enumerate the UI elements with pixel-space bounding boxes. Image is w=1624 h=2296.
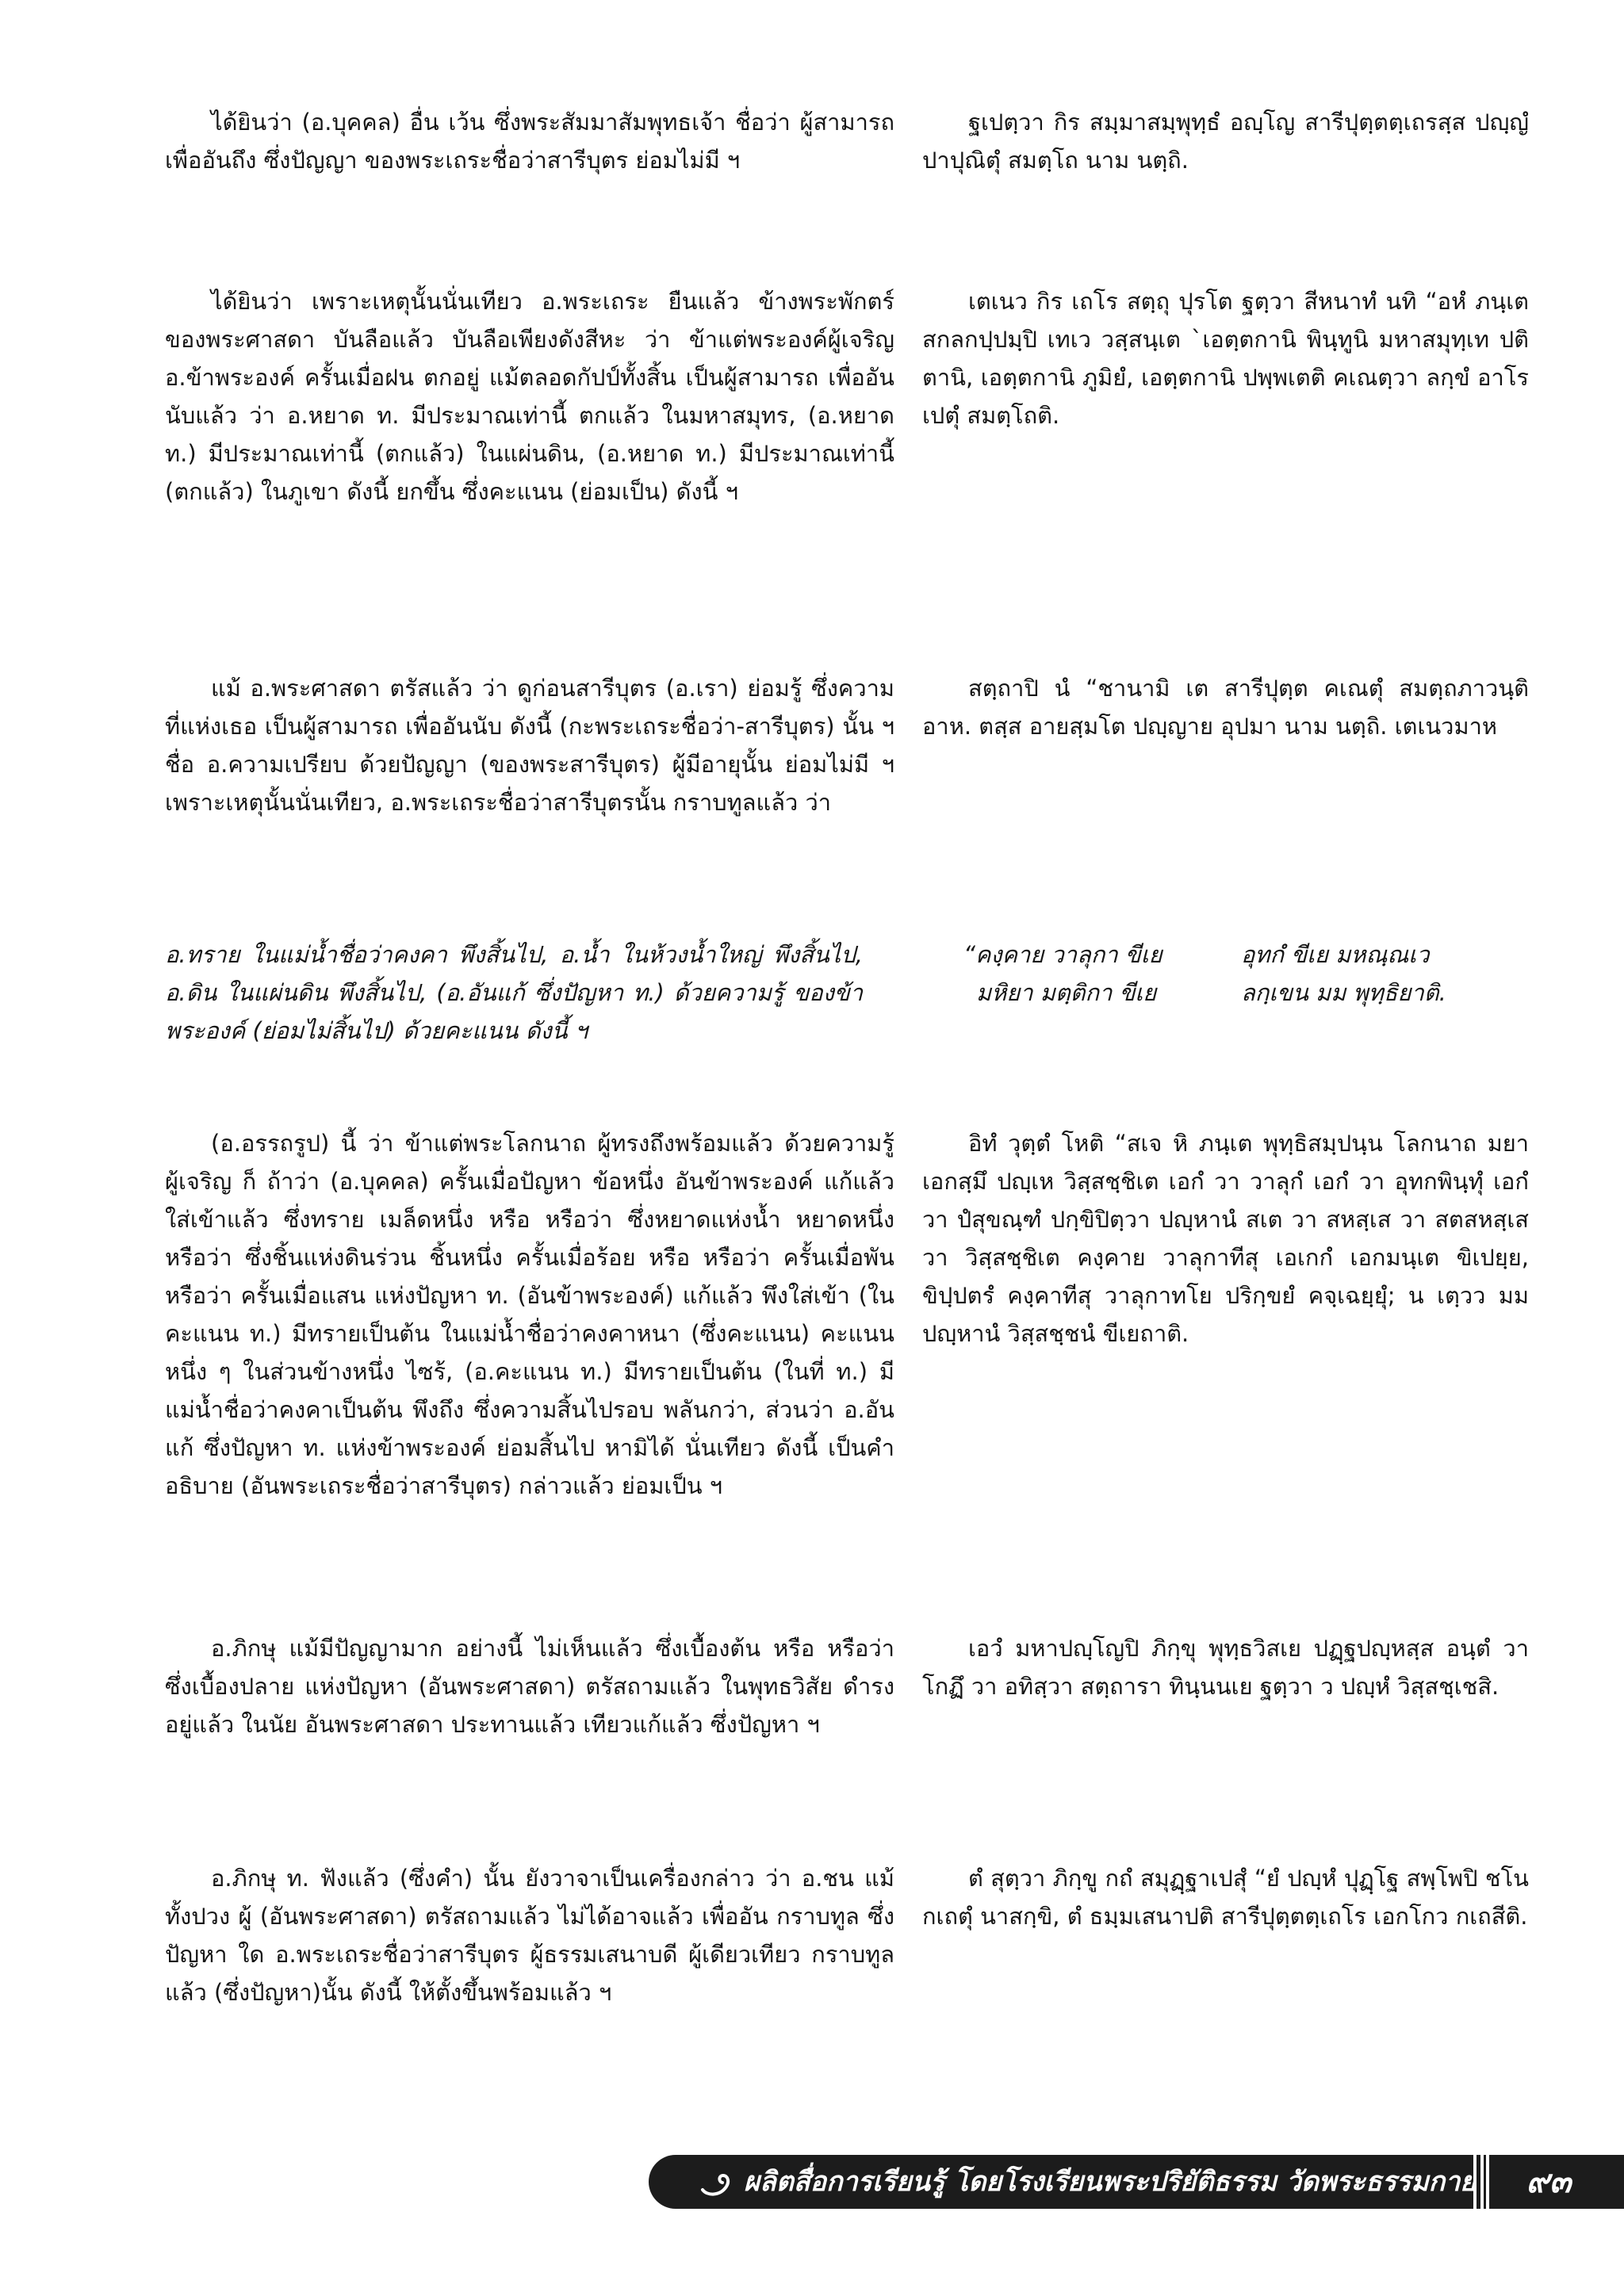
pali-text-7: ตํ สุตฺวา ภิกฺขู กถํ สมุฏฺฐาเปสุํ “ยํ ปญฺหํ ปุฏฺโฐ สพฺโพปิ ชโน กเถตุํ นาสกฺขิ, ตํ ธมฺมเสนาปติ สารีปุตฺตตฺเถโร เอกโกว กเถสีติ. xyxy=(922,1865,1529,1930)
thai-translation-5: (อ.อรรถรูป) นี้ ว่า ข้าแต่พระโลกนาถ ผู้ทรงถึงพร้อมแล้ว ด้วยความรู้ ผู้เจริญ ก็ ถ้าว่า (อ.บุคคล) ครั้นเมื่อปัญหา ข้อหนึ่ง อันข้าพระองค์ แก้แล้ว ใส่เข้าแล้ว ซึ่งทราย เมล็ดหนึ่ง หรือ หรือว่า ซึ่งหยาดแห่งน้ำ หยาดหนึ่ง หรือว่า ซึ่งชิ้นแห่งดินร่วน ชิ้นหนึ่ง ครั้นเมื่อร้อย หรือ หรือว่า ครั้นเมื่อพัน หรือว่า ครั้นเมื่อแสน แห่งปัญหา ท. (อันข้าพระองค์) แก้แล้ว พึงใส่เข้า (ในคะแนน ท.) มีทรายเป็นต้น ในแม่น้ำชื่อว่าคงคาหนา (ซึ่งคะแนน) คะแนนหนึ่ง ๆ ในส่วนข้างหนึ่ง ไซร้, (อ.คะแนน ท.) มีทรายเป็นต้น (ในที่ ท.) มีแม่น้ำชื่อว่าคงคาเป็นต้น พึงถึง ซึ่งความสิ้นไปรอบ พลันกว่า, ส่วนว่า อ.อันแก้ ซึ่งปัญหา ท. แห่งข้าพระองค์ ย่อมสิ้นไป หามิได้ นั่นเทียว ดังนี้ เป็นคำอธิบาย (อันพระเถระชื่อว่าสารีบุตร) กล่าวแล้ว ย่อมเป็น ฯ xyxy=(165,1130,894,1499)
pali-text-3: สตฺถาปิ นํ “ชานามิ เต สารีปุตฺต คเณตุํ สมตฺถภาวนฺติ อาห. ตสฺส อายสฺมโต ปญฺญาย อุปมา นาม นตฺถิ. เตเนวมาห xyxy=(922,675,1529,740)
page-number: ๙๓ xyxy=(1526,2163,1572,2200)
thai-translation-7: อ.ภิกษุ ท. ฟังแล้ว (ซึ่งคำ) นั้น ยังวาจาเป็นเครื่องกล่าว ว่า อ.ชน แม้ทั้งปวง ผู้ (อันพระศาสดา) ตรัสถามแล้ว ไม่ได้อาจแล้ว เพื่ออัน กราบทูล ซึ่งปัญหา ใด อ.พระเถระชื่อว่าสารีบุตร ผู้ธรรมเสนาบดี ผู้เดียวเทียว กราบทูลแล้ว (ซึ่งปัญหา)นั้น ดังนี้ ให้ตั้งขึ้นพร้อมแล้ว ฯ xyxy=(165,1865,894,2006)
pali-text-1: ฐเปตฺวา กิร สมฺมาสมฺพุทฺธํ อญฺโญ สารีปุตฺตตฺเถรสฺส ปญฺญํ ปาปุณิตุํ สมตฺโถ นาม นตฺถิ. xyxy=(922,109,1529,174)
page-number-box xyxy=(1489,2155,1624,2209)
pali-verse-line-1a: “คงฺคาย วาลุกา ขีเย xyxy=(963,941,1162,968)
pali-text-5: อิทํ วุตฺตํ โหติ “สเจ หิ ภนฺเต พุทฺธิสมฺปนฺน โลกนาถ มยา เอกสฺมึ ปญฺเห วิสฺสชฺชิเต เอกํ วา วาลุกํ เอกํ วา อุทกพินฺทุํ เอกํ วา ปํสุขณฺฑํ ปกฺขิปิตฺวา ปญฺหานํ สเต วา สหสฺเส วา สตสหสฺเส วา วิสฺสชฺชิเต คงฺคาย วาลุกาทีสุ เอเกกํ เอกมนฺเต ขิเปยฺย, ขิปฺปตรํ คงฺคาทีสุ วาลุกาทโย ปริกฺขยํ คจฺเฉยฺยุํ; น เตฺวว มม ปญฺหานํ วิสฺสชฺชนํ ขีเยถาติ. xyxy=(922,1130,1529,1347)
pali-verse-line-2a: มหิยา มตฺติกา ขีเย xyxy=(976,979,1157,1006)
footer-separator xyxy=(1477,2155,1480,2209)
pali-verse xyxy=(963,936,1550,1015)
pali-verse-line-2b: ลกฺเขน มม พุทฺธิยาติ. xyxy=(1241,979,1446,1006)
pali-verse-line-1b: อุทกํ ขีเย มหณฺณเว xyxy=(1241,941,1430,968)
pali-text-2: เตเนว กิร เถโร สตฺถุ ปุรโต ฐตฺวา สีหนาทํ นทิ “อหํ ภนฺเต สกลกปฺปมฺปิ เทเว วสฺสนฺเต `เอตฺตกานิ พินฺทูนิ มหาสมุทฺเท ปติตานิ, เอตฺตกานิ ภูมิยํ, เอตฺตกานิ ปพฺพเตติ คเณตฺวา ลกฺขํ อาโรเปตุํ สมตฺโถติ. xyxy=(922,288,1529,429)
page-footer xyxy=(617,2155,1624,2209)
footer-publisher-text: ผลิตสื่อการเรียนรู้ โดยโรงเรียนพระปริยัติธรรม วัดพระธรรมกาย xyxy=(744,2166,1477,2198)
thai-translation-6: อ.ภิกษุ แม้มีปัญญามาก อย่างนี้ ไม่เห็นแล้ว ซึ่งเบื้องต้น หรือ หรือว่า ซึ่งเบื้องปลาย แห่งปัญหา (อันพระศาสดา) ตรัสถามแล้ว ในพุทธวิสัย ดำรงอยู่แล้ว ในนัย อันพระศาสดา ประทานแล้ว เทียวแก้แล้ว ซึ่งปัญหา ฯ xyxy=(165,1635,894,1738)
pali-text-6: เอวํ มหาปญฺโญปิ ภิกฺขุ พุทฺธวิสเย ปฏฺฐปญฺหสฺส อนฺตํ วา โกฏึ วา อทิสฺวา สตฺถารา ทินฺนนเย ฐตฺวา ว ปญฺหํ วิสฺสชฺเชสิ. xyxy=(922,1635,1529,1700)
footer-banner xyxy=(649,2155,1477,2209)
footer-separator xyxy=(1484,2155,1486,2209)
thai-translation-3: แม้ อ.พระศาสดา ตรัสแล้ว ว่า ดูก่อนสารีบุตร (อ.เรา) ย่อมรู้ ซึ่งความที่แห่งเธอ เป็นผู้สามารถ เพื่ออันนับ ดังนี้ (กะพระเถระชื่อว่า-สารีบุตร) นั้น ฯ ชื่อ อ.ความเปรียบ ด้วยปัญญา (ของพระสารีบุตร) ผู้มีอายุนั้น ย่อมไม่มี ฯ เพราะเหตุนั้นนั่นเทียว, อ.พระเถระชื่อว่าสารีบุตรนั้น กราบทูลแล้ว ว่า xyxy=(165,675,894,816)
swirl-ornament-icon xyxy=(696,2166,744,2198)
thai-verse-translation: อ.ทราย ในแม่น้ำชื่อว่าคงคา พึงสิ้นไป, อ.น้ำ ในห้วงน้ำใหญ่ พึงสิ้นไป, อ.ดิน ในแผ่นดิน พึงสิ้นไป, (อ.อันแก้ ซึ่งปัญหา ท.) ด้วยความรู้ ของข้าพระองค์ (ย่อมไม่สิ้นไป) ด้วยคะแนน ดังนี้ ฯ xyxy=(165,941,863,1044)
thai-translation-1: ได้ยินว่า (อ.บุคคล) อื่น เว้น ซึ่งพระสัมมาสัมพุทธเจ้า ชื่อว่า ผู้สามารถ เพื่ออันถึง ซึ่งปัญญา ของพระเถระชื่อว่าสารีบุตร ย่อมไม่มี ฯ xyxy=(165,109,894,174)
thai-translation-2: ได้ยินว่า เพราะเหตุนั้นนั่นเทียว อ.พระเถระ ยืนแล้ว ข้างพระพักตร์ ของพระศาสดา บันลือแล้ว บันลือเพียงดังสีหะ ว่า ข้าแต่พระองค์ผู้เจริญ อ.ข้าพระองค์ ครั้นเมื่อฝน ตกอยู่ แม้ตลอดกัปป์ทั้งสิ้น เป็นผู้สามารถ เพื่ออัน นับแล้ว ว่า อ.หยาด ท. มีประมาณเท่านี้ ตกแล้ว ในมหาสมุทร, (อ.หยาด ท.) มีประมาณเท่านี้ (ตกแล้ว) ในแผ่นดิน, (อ.หยาด ท.) มีประมาณเท่านี้ (ตกแล้ว) ในภูเขา ดังนี้ ยกขึ้น ซึ่งคะแนน (ย่อมเป็น) ดังนี้ ฯ xyxy=(165,288,894,505)
